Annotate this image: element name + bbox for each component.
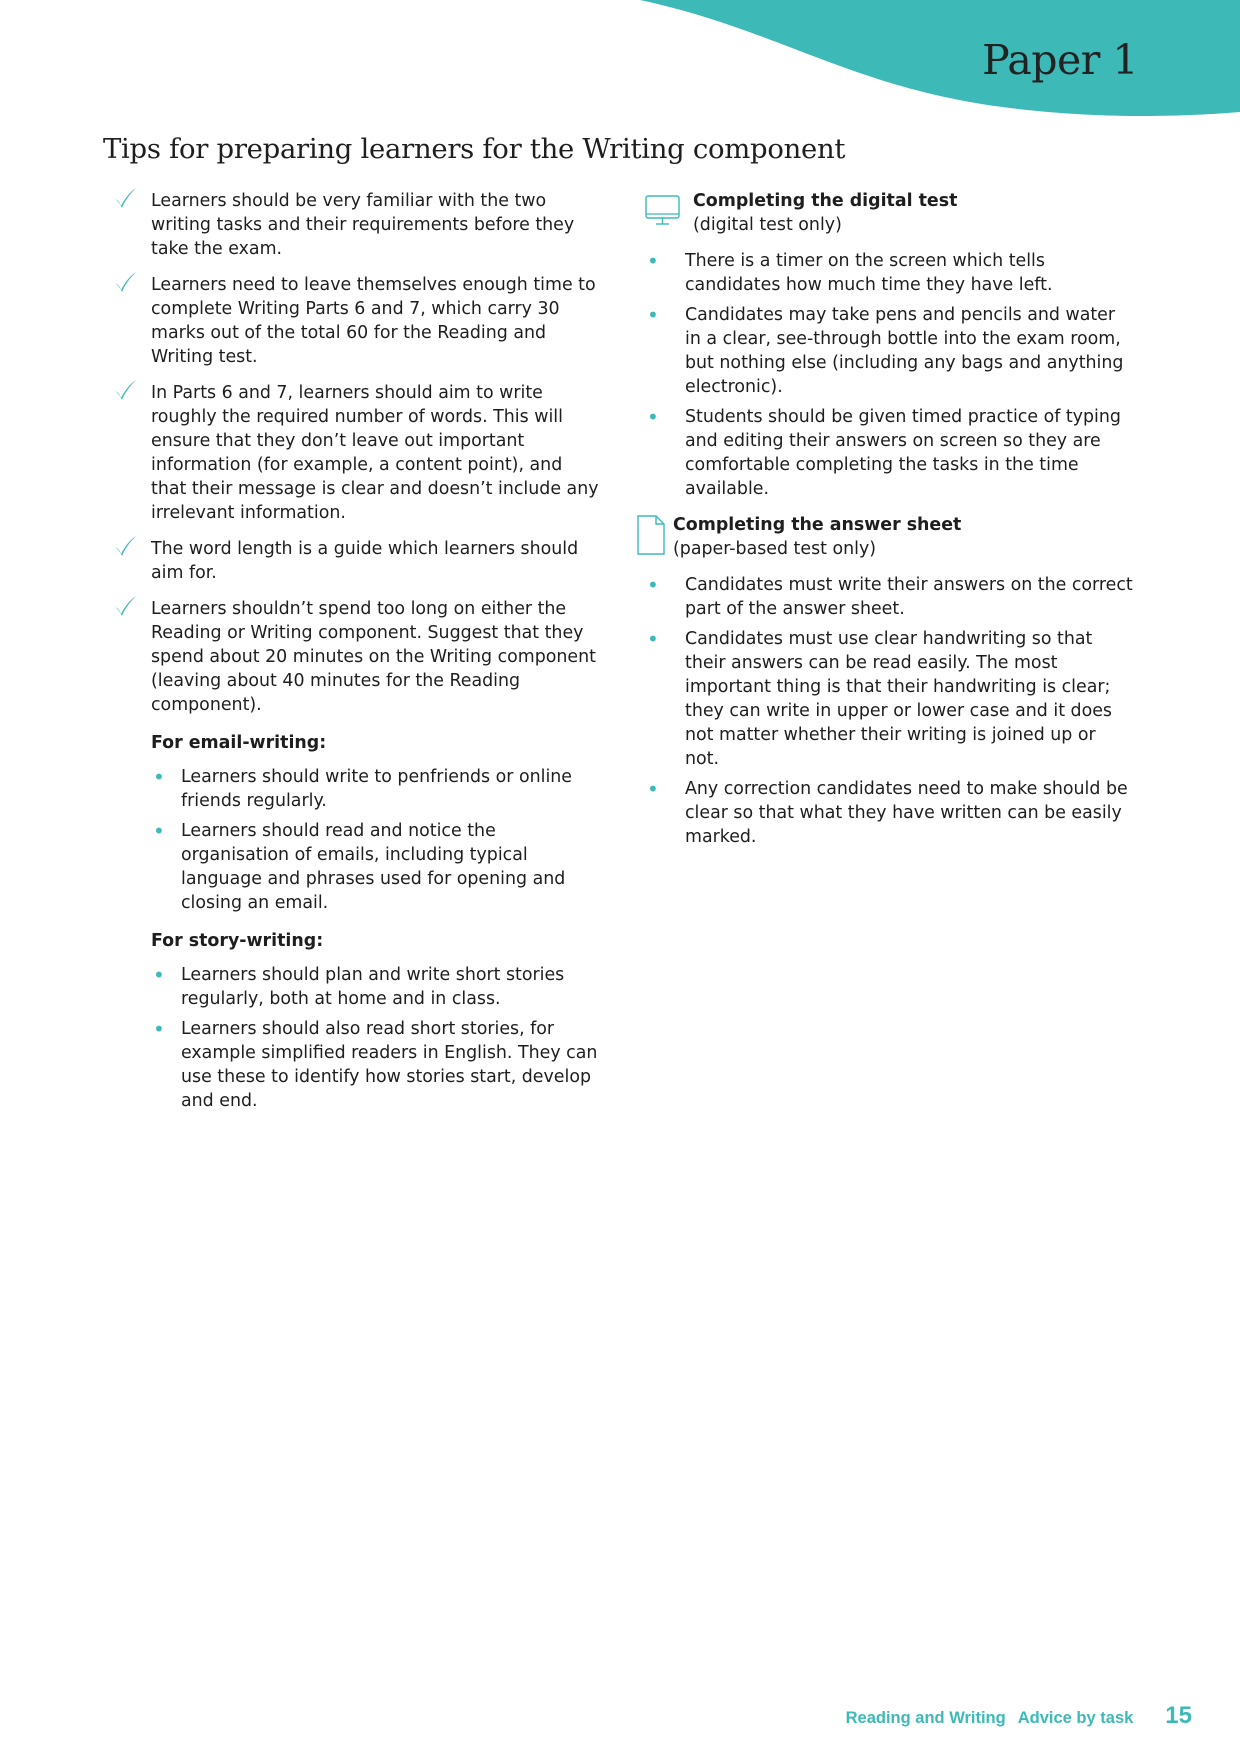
bullet-icon: • (647, 573, 659, 597)
page-footer (846, 1702, 1192, 1730)
tip-item (112, 189, 602, 261)
bullet-icon: • (153, 765, 165, 789)
bullet-icon: • (647, 627, 659, 651)
tip-item (112, 381, 602, 525)
digital-test-item: • Students should be given timed practice of typing and editing their answers on screen so they are comfortable completing the tasks in the time available. (647, 405, 1121, 499)
digital-test-list (645, 249, 1135, 501)
bullet-icon: • (153, 819, 165, 843)
tip-text: Learners need to leave themselves enough time to complete Writing Parts 6 and 7, which carry 30 marks out of the total 60 for the Reading and Writing test. (151, 275, 596, 367)
digital-test-heading (645, 189, 1135, 237)
tips-list (112, 189, 602, 717)
footer-section: Reading and Writing (845, 1709, 1006, 1727)
email-list (151, 765, 602, 915)
story-item: • Learners should also read short stories, for example simplified readers in English. They can use these to identify how stories start, develop and end. (153, 1017, 598, 1111)
tip-text: Learners should be very familiar with the two writing tasks and their requirements before they take the exam. (151, 191, 575, 259)
tip-text: Learners shouldn’t spend too long on either the Reading or Writing component. Suggest that they spend about 20 minutes on the Writing component (leaving about 40 minutes for the Reading component). (151, 599, 596, 715)
checkmark-icon (112, 269, 138, 295)
tip-item (112, 597, 602, 717)
answer-sheet-heading (645, 513, 1135, 561)
bullet-icon: • (647, 303, 659, 327)
email-heading: For email-writing: (151, 733, 327, 753)
answer-sheet-title: Completing the answer sheet (673, 515, 962, 535)
page-number: 15 (1165, 1702, 1192, 1729)
bullet-icon: • (153, 963, 165, 987)
answer-sheet-item: • Candidates must write their answers on the correct part of the answer sheet. (647, 573, 1133, 619)
story-item: • Learners should plan and write short stories regularly, both at home and in class. (153, 963, 565, 1009)
footer-subsection: Advice by task (1017, 1709, 1134, 1727)
right-column (645, 189, 1135, 855)
bullet-icon: • (153, 1017, 165, 1041)
email-item: • Learners should read and notice the organisation of emails, including typical language and phrases used for opening and closing an email. (153, 819, 566, 913)
bullet-icon: • (647, 777, 659, 801)
tip-item (112, 273, 602, 369)
checkmark-icon (112, 533, 138, 559)
tip-item (112, 537, 602, 585)
left-column (112, 189, 602, 1125)
answer-sheet-list (645, 573, 1135, 849)
answer-sheet-item: • Candidates must use clear handwriting so that their answers can be read easily. The most important thing is that their handwriting is clear; they can write in upper or lower case and it does not matter whether their writing is joined up or not. (647, 627, 1112, 769)
digital-test-item: • Candidates may take pens and pencils and water in a clear, see-through bottle into the exam room, but nothing else (including any bags and anything electronic). (647, 303, 1124, 397)
tip-text: In Parts 6 and 7, learners should aim to write roughly the required number of words. This will ensure that they don’t leave out important information (for example, a content point), and that their message is clear and doesn’t include any irrelevant information. (151, 383, 599, 523)
digital-test-title: Completing the digital test (693, 191, 958, 211)
checkmark-icon (112, 377, 138, 403)
answer-sheet-item: • Any correction candidates need to make should be clear so that what they have written can be easily marked. (647, 777, 1128, 847)
email-item: • Learners should write to penfriends or online friends regularly. (153, 765, 573, 811)
checkmark-icon (112, 593, 138, 619)
digital-test-item: • There is a timer on the screen which tells candidates how much time they have left. (647, 249, 1053, 295)
checkmark-icon (112, 185, 138, 211)
bullet-icon: • (647, 405, 659, 429)
answer-sheet-subtitle: (paper-based test only) (673, 539, 877, 559)
document-icon (637, 515, 665, 555)
story-heading: For story-writing: (151, 931, 324, 951)
section-title: Tips for preparing learners for the Writing component (103, 133, 846, 165)
story-list (151, 963, 602, 1113)
tip-text: The word length is a guide which learners should aim for. (151, 539, 579, 583)
paper-title: Paper 1 (982, 36, 1138, 84)
bullet-icon: • (647, 249, 659, 273)
digital-test-subtitle: (digital test only) (693, 215, 842, 235)
computer-monitor-icon (645, 195, 681, 229)
